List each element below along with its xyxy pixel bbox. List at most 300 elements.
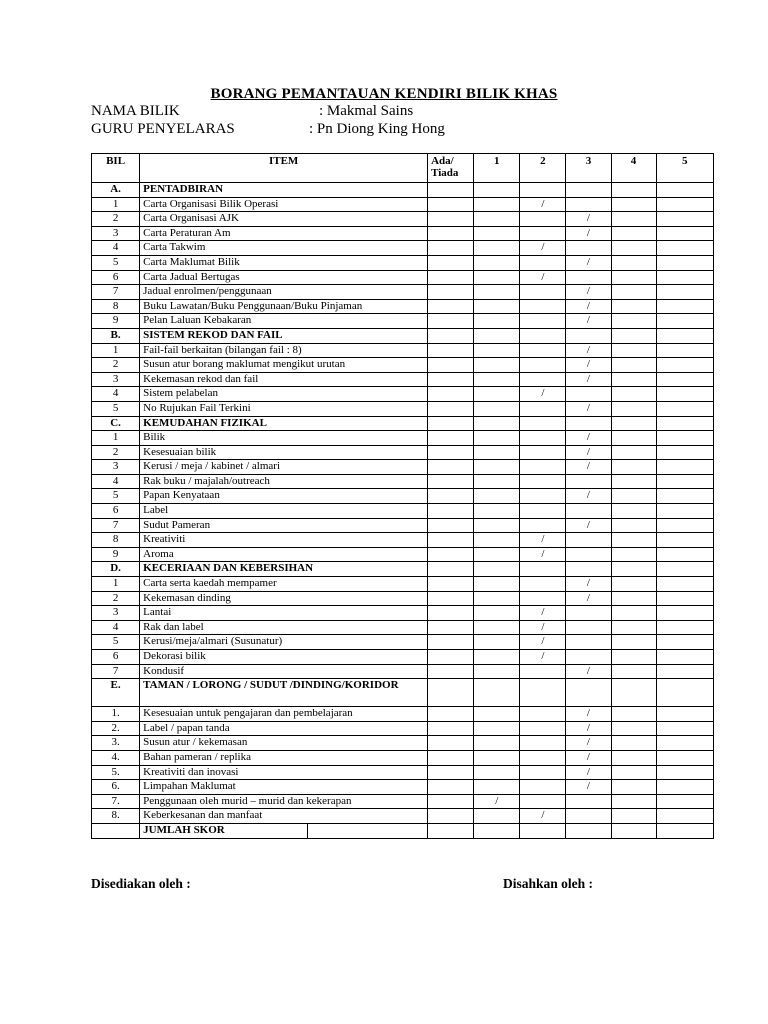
ada-tiada-cell xyxy=(428,226,474,241)
row-bil: D. xyxy=(92,562,140,577)
score-cell-3 xyxy=(566,504,611,519)
table-row xyxy=(92,212,714,227)
score-cell-3 xyxy=(566,183,611,198)
row-bil: 7 xyxy=(92,518,140,533)
header-score-1: 1 xyxy=(474,154,520,183)
ada-tiada-cell xyxy=(428,474,474,489)
score-cell-2 xyxy=(520,314,566,329)
row-item: Kesesuaian untuk pengajaran dan pembelajaran xyxy=(140,707,428,722)
table-row xyxy=(92,270,714,285)
score-cell-4 xyxy=(611,664,656,679)
score-cell-5 xyxy=(656,606,713,621)
row-bil: 7 xyxy=(92,664,140,679)
score-cell-1 xyxy=(474,183,520,198)
row-item: Kekemasan rekod dan fail xyxy=(140,372,428,387)
score-cell-2 xyxy=(520,562,566,577)
row-item: Bilik xyxy=(140,431,428,446)
row-item: Carta Maklumat Bilik xyxy=(140,255,428,270)
ada-tiada-cell xyxy=(428,750,474,765)
table-row xyxy=(92,577,714,592)
score-cell-1 xyxy=(474,358,520,373)
score-cell-4 xyxy=(611,635,656,650)
table-row xyxy=(92,620,714,635)
score-cell-5 xyxy=(656,679,713,707)
ada-tiada-cell xyxy=(428,533,474,548)
row-item: Carta Jadual Bertugas xyxy=(140,270,428,285)
score-cell-1 xyxy=(474,489,520,504)
row-bil: 6 xyxy=(92,504,140,519)
score-cell-2: / xyxy=(520,606,566,621)
row-bil: 6 xyxy=(92,650,140,665)
score-cell-2: / xyxy=(520,635,566,650)
score-cell-1 xyxy=(474,226,520,241)
score-cell-1 xyxy=(474,606,520,621)
score-cell-1 xyxy=(474,343,520,358)
score-cell-4 xyxy=(611,183,656,198)
score-cell-4 xyxy=(611,343,656,358)
score-cell-3: / xyxy=(566,212,611,227)
score-cell-5 xyxy=(656,241,713,256)
score-cell-2 xyxy=(520,460,566,475)
row-bil: 5. xyxy=(92,765,140,780)
header-score-5: 5 xyxy=(656,154,713,183)
score-cell-4 xyxy=(611,431,656,446)
score-cell-5 xyxy=(656,780,713,795)
score-cell-1 xyxy=(474,650,520,665)
table-row xyxy=(92,635,714,650)
table-row xyxy=(92,518,714,533)
row-item: Carta Organisasi AJK xyxy=(140,212,428,227)
score-cell-3 xyxy=(566,241,611,256)
row-bil: 2. xyxy=(92,721,140,736)
score-cell-1 xyxy=(474,809,520,824)
score-cell-4 xyxy=(611,650,656,665)
score-cell-5 xyxy=(656,431,713,446)
score-cell-4 xyxy=(611,518,656,533)
ada-tiada-cell xyxy=(428,241,474,256)
section-title: PENTADBIRAN xyxy=(140,183,428,198)
row-item: Aroma xyxy=(140,547,428,562)
score-cell-2 xyxy=(520,591,566,606)
ada-tiada-cell xyxy=(428,387,474,402)
score-cell-2: / xyxy=(520,241,566,256)
ada-tiada-cell xyxy=(428,620,474,635)
row-bil: 5 xyxy=(92,255,140,270)
ada-tiada-cell xyxy=(428,707,474,722)
header-score-3: 3 xyxy=(566,154,611,183)
score-cell-5 xyxy=(656,343,713,358)
score-cell-4 xyxy=(611,358,656,373)
ada-tiada-cell xyxy=(428,270,474,285)
row-item: No Rujukan Fail Terkini xyxy=(140,401,428,416)
score-cell-5 xyxy=(656,314,713,329)
score-cell-3 xyxy=(566,474,611,489)
score-cell-2: / xyxy=(520,547,566,562)
score-cell-4 xyxy=(611,679,656,707)
row-item: Carta Takwim xyxy=(140,241,428,256)
total-spacer xyxy=(308,823,428,838)
ada-tiada-cell xyxy=(428,372,474,387)
row-bil: 5 xyxy=(92,489,140,504)
score-cell-3: / xyxy=(566,750,611,765)
score-cell-1 xyxy=(474,314,520,329)
table-row xyxy=(92,750,714,765)
table-row xyxy=(92,606,714,621)
assessment-table xyxy=(91,153,714,839)
score-cell-1 xyxy=(474,823,520,838)
score-cell-4 xyxy=(611,401,656,416)
section-title: KEMUDAHAN FIZIKAL xyxy=(140,416,428,431)
ada-tiada-cell xyxy=(428,591,474,606)
score-cell-2 xyxy=(520,212,566,227)
row-bil: 8 xyxy=(92,533,140,548)
score-cell-2 xyxy=(520,750,566,765)
score-cell-5 xyxy=(656,299,713,314)
score-cell-3: / xyxy=(566,489,611,504)
score-cell-3: / xyxy=(566,780,611,795)
score-cell-3: / xyxy=(566,707,611,722)
table-row xyxy=(92,401,714,416)
row-item: Lantai xyxy=(140,606,428,621)
row-bil: 1 xyxy=(92,431,140,446)
score-cell-5 xyxy=(656,823,713,838)
score-cell-4 xyxy=(611,562,656,577)
row-bil: 8. xyxy=(92,809,140,824)
score-cell-2: / xyxy=(520,650,566,665)
score-cell-3 xyxy=(566,387,611,402)
table-row xyxy=(92,431,714,446)
ada-tiada-cell xyxy=(428,314,474,329)
table-row xyxy=(92,372,714,387)
score-cell-4 xyxy=(611,285,656,300)
score-cell-4 xyxy=(611,780,656,795)
row-bil: B. xyxy=(92,328,140,343)
score-cell-1 xyxy=(474,401,520,416)
score-cell-1 xyxy=(474,212,520,227)
score-cell-1 xyxy=(474,474,520,489)
row-bil: 3 xyxy=(92,606,140,621)
score-cell-5 xyxy=(656,489,713,504)
score-cell-1 xyxy=(474,780,520,795)
ada-tiada-cell xyxy=(428,823,474,838)
score-cell-4 xyxy=(611,474,656,489)
score-cell-3: / xyxy=(566,285,611,300)
score-cell-5 xyxy=(656,547,713,562)
row-bil: 1 xyxy=(92,343,140,358)
score-cell-5 xyxy=(656,255,713,270)
ada-tiada-cell xyxy=(428,562,474,577)
score-cell-1 xyxy=(474,299,520,314)
score-cell-1 xyxy=(474,285,520,300)
score-cell-1 xyxy=(474,504,520,519)
score-cell-3 xyxy=(566,809,611,824)
ada-tiada-cell xyxy=(428,183,474,198)
ada-tiada-cell xyxy=(428,547,474,562)
score-cell-2 xyxy=(520,577,566,592)
score-cell-2: / xyxy=(520,387,566,402)
approved-by-label: Disahkan oleh : xyxy=(503,876,594,891)
ada-tiada-cell xyxy=(428,809,474,824)
score-cell-2 xyxy=(520,299,566,314)
table-row xyxy=(92,358,714,373)
section-row xyxy=(92,562,714,577)
score-cell-1 xyxy=(474,533,520,548)
score-cell-1 xyxy=(474,387,520,402)
table-row xyxy=(92,765,714,780)
score-cell-3: / xyxy=(566,664,611,679)
table-row xyxy=(92,591,714,606)
ada-tiada-cell xyxy=(428,255,474,270)
nama-bilik-value: : Makmal Sains xyxy=(319,103,414,119)
score-cell-1 xyxy=(474,721,520,736)
score-cell-1 xyxy=(474,328,520,343)
row-bil: 2 xyxy=(92,591,140,606)
section-row xyxy=(92,679,714,707)
table-row xyxy=(92,387,714,402)
score-cell-4 xyxy=(611,212,656,227)
ada-tiada-cell xyxy=(428,416,474,431)
score-cell-4 xyxy=(611,255,656,270)
score-cell-4 xyxy=(611,765,656,780)
score-cell-4 xyxy=(611,416,656,431)
row-bil: A. xyxy=(92,183,140,198)
ada-tiada-cell xyxy=(428,577,474,592)
score-cell-4 xyxy=(611,445,656,460)
score-cell-4 xyxy=(611,504,656,519)
score-cell-2 xyxy=(520,679,566,707)
ada-tiada-cell xyxy=(428,721,474,736)
section-row xyxy=(92,183,714,198)
row-item: Kekemasan dinding xyxy=(140,591,428,606)
score-cell-2 xyxy=(520,765,566,780)
score-cell-4 xyxy=(611,387,656,402)
section-row xyxy=(92,416,714,431)
score-cell-2 xyxy=(520,285,566,300)
row-bil: 7. xyxy=(92,794,140,809)
score-cell-4 xyxy=(611,547,656,562)
score-cell-2 xyxy=(520,255,566,270)
table-row xyxy=(92,474,714,489)
row-bil: 2 xyxy=(92,358,140,373)
score-cell-3: / xyxy=(566,299,611,314)
score-cell-5 xyxy=(656,620,713,635)
score-cell-2: / xyxy=(520,270,566,285)
score-cell-2 xyxy=(520,183,566,198)
ada-tiada-cell xyxy=(428,780,474,795)
row-item: Susun atur / kekemasan xyxy=(140,736,428,751)
header-ada-tiada: Ada/ Tiada xyxy=(428,154,474,183)
score-cell-2: / xyxy=(520,197,566,212)
row-item: Limpahan Maklumat xyxy=(140,780,428,795)
score-cell-3 xyxy=(566,635,611,650)
section-title: JUMLAH SKOR xyxy=(140,823,308,838)
score-cell-5 xyxy=(656,794,713,809)
score-cell-2 xyxy=(520,416,566,431)
ada-tiada-cell xyxy=(428,650,474,665)
row-item: Sudut Pameran xyxy=(140,518,428,533)
score-cell-2 xyxy=(520,664,566,679)
score-cell-5 xyxy=(656,387,713,402)
ada-tiada-cell xyxy=(428,299,474,314)
row-bil: 8 xyxy=(92,299,140,314)
score-cell-1 xyxy=(474,620,520,635)
row-bil: 2 xyxy=(92,445,140,460)
row-item: Dekorasi bilik xyxy=(140,650,428,665)
score-cell-2 xyxy=(520,794,566,809)
table-header-row xyxy=(92,154,714,183)
score-cell-5 xyxy=(656,328,713,343)
row-bil: C. xyxy=(92,416,140,431)
ada-tiada-cell xyxy=(428,606,474,621)
score-cell-4 xyxy=(611,750,656,765)
row-bil xyxy=(92,823,140,838)
score-cell-4 xyxy=(611,707,656,722)
score-cell-5 xyxy=(656,562,713,577)
score-cell-4 xyxy=(611,314,656,329)
section-title: TAMAN / LORONG / SUDUT /DINDING/KORIDOR xyxy=(140,679,428,707)
row-bil: 9 xyxy=(92,314,140,329)
score-cell-3 xyxy=(566,547,611,562)
ada-tiada-cell xyxy=(428,736,474,751)
score-cell-4 xyxy=(611,577,656,592)
header-bil: BIL xyxy=(92,154,140,183)
row-bil: 3 xyxy=(92,372,140,387)
total-row xyxy=(92,823,714,838)
row-bil: 6. xyxy=(92,780,140,795)
score-cell-3 xyxy=(566,270,611,285)
score-cell-5 xyxy=(656,474,713,489)
score-cell-2 xyxy=(520,707,566,722)
score-cell-3 xyxy=(566,562,611,577)
header-item: ITEM xyxy=(140,154,428,183)
ada-tiada-cell xyxy=(428,635,474,650)
score-cell-2 xyxy=(520,226,566,241)
score-cell-5 xyxy=(656,809,713,824)
score-cell-2: / xyxy=(520,533,566,548)
score-cell-5 xyxy=(656,285,713,300)
score-cell-5 xyxy=(656,635,713,650)
score-cell-2 xyxy=(520,358,566,373)
score-cell-1 xyxy=(474,416,520,431)
score-cell-3 xyxy=(566,823,611,838)
score-cell-1 xyxy=(474,445,520,460)
row-bil: 3 xyxy=(92,460,140,475)
score-cell-5 xyxy=(656,750,713,765)
score-cell-5 xyxy=(656,533,713,548)
score-cell-5 xyxy=(656,460,713,475)
form-title: BORANG PEMANTAUAN KENDIRI BILIK KHAS xyxy=(210,86,558,102)
score-cell-1 xyxy=(474,460,520,475)
score-cell-4 xyxy=(611,372,656,387)
ada-tiada-cell xyxy=(428,460,474,475)
row-bil: 3 xyxy=(92,226,140,241)
row-item: Sistem pelabelan xyxy=(140,387,428,402)
table-row xyxy=(92,664,714,679)
row-bil: 3. xyxy=(92,736,140,751)
score-cell-4 xyxy=(611,606,656,621)
score-cell-3 xyxy=(566,197,611,212)
score-cell-5 xyxy=(656,226,713,241)
score-cell-4 xyxy=(611,823,656,838)
row-bil: 4 xyxy=(92,241,140,256)
score-cell-1 xyxy=(474,736,520,751)
header-score-2: 2 xyxy=(520,154,566,183)
table-row xyxy=(92,650,714,665)
ada-tiada-cell xyxy=(428,401,474,416)
score-cell-3 xyxy=(566,416,611,431)
row-bil: E. xyxy=(92,679,140,707)
score-cell-5 xyxy=(656,591,713,606)
score-cell-4 xyxy=(611,226,656,241)
ada-tiada-cell xyxy=(428,285,474,300)
score-cell-1 xyxy=(474,562,520,577)
score-cell-1 xyxy=(474,270,520,285)
table-row xyxy=(92,460,714,475)
row-bil: 6 xyxy=(92,270,140,285)
table-row xyxy=(92,255,714,270)
score-cell-4 xyxy=(611,241,656,256)
ada-tiada-cell xyxy=(428,358,474,373)
score-cell-3: / xyxy=(566,372,611,387)
score-cell-4 xyxy=(611,591,656,606)
row-item: Label / papan tanda xyxy=(140,721,428,736)
row-item: Fail-fail berkaitan (bilangan fail : 8) xyxy=(140,343,428,358)
row-item: Carta Organisasi Bilik Operasi xyxy=(140,197,428,212)
score-cell-3 xyxy=(566,794,611,809)
nama-bilik-row xyxy=(91,103,591,121)
row-item: Label xyxy=(140,504,428,519)
row-bil: 5 xyxy=(92,635,140,650)
score-cell-1 xyxy=(474,255,520,270)
row-bil: 4 xyxy=(92,620,140,635)
table-row xyxy=(92,489,714,504)
score-cell-2 xyxy=(520,721,566,736)
row-item: Kreativiti dan inovasi xyxy=(140,765,428,780)
row-item: Kreativiti xyxy=(140,533,428,548)
score-cell-5 xyxy=(656,401,713,416)
score-cell-3: / xyxy=(566,518,611,533)
score-cell-3 xyxy=(566,650,611,665)
table-row xyxy=(92,533,714,548)
row-bil: 4 xyxy=(92,387,140,402)
score-cell-3 xyxy=(566,328,611,343)
table-row xyxy=(92,299,714,314)
ada-tiada-cell xyxy=(428,765,474,780)
score-cell-5 xyxy=(656,707,713,722)
table-row xyxy=(92,504,714,519)
score-cell-1 xyxy=(474,197,520,212)
nama-bilik-label: NAMA BILIK xyxy=(91,103,180,119)
score-cell-5 xyxy=(656,416,713,431)
row-item: Kesesuaian bilik xyxy=(140,445,428,460)
row-item: Penggunaan oleh murid – murid dan kekerapan xyxy=(140,794,428,809)
score-cell-4 xyxy=(611,489,656,504)
score-cell-1 xyxy=(474,707,520,722)
score-cell-1 xyxy=(474,372,520,387)
score-cell-5 xyxy=(656,372,713,387)
score-cell-4 xyxy=(611,736,656,751)
row-bil: 2 xyxy=(92,212,140,227)
score-cell-1: / xyxy=(474,794,520,809)
row-bil: 7 xyxy=(92,285,140,300)
guru-penyelaras-label: GURU PENYELARAS xyxy=(91,121,235,137)
row-item: Kerusi/meja/almari (Susunatur) xyxy=(140,635,428,650)
ada-tiada-cell xyxy=(428,197,474,212)
row-item: Carta Peraturan Am xyxy=(140,226,428,241)
score-cell-2 xyxy=(520,489,566,504)
score-cell-4 xyxy=(611,721,656,736)
score-cell-3: / xyxy=(566,736,611,751)
